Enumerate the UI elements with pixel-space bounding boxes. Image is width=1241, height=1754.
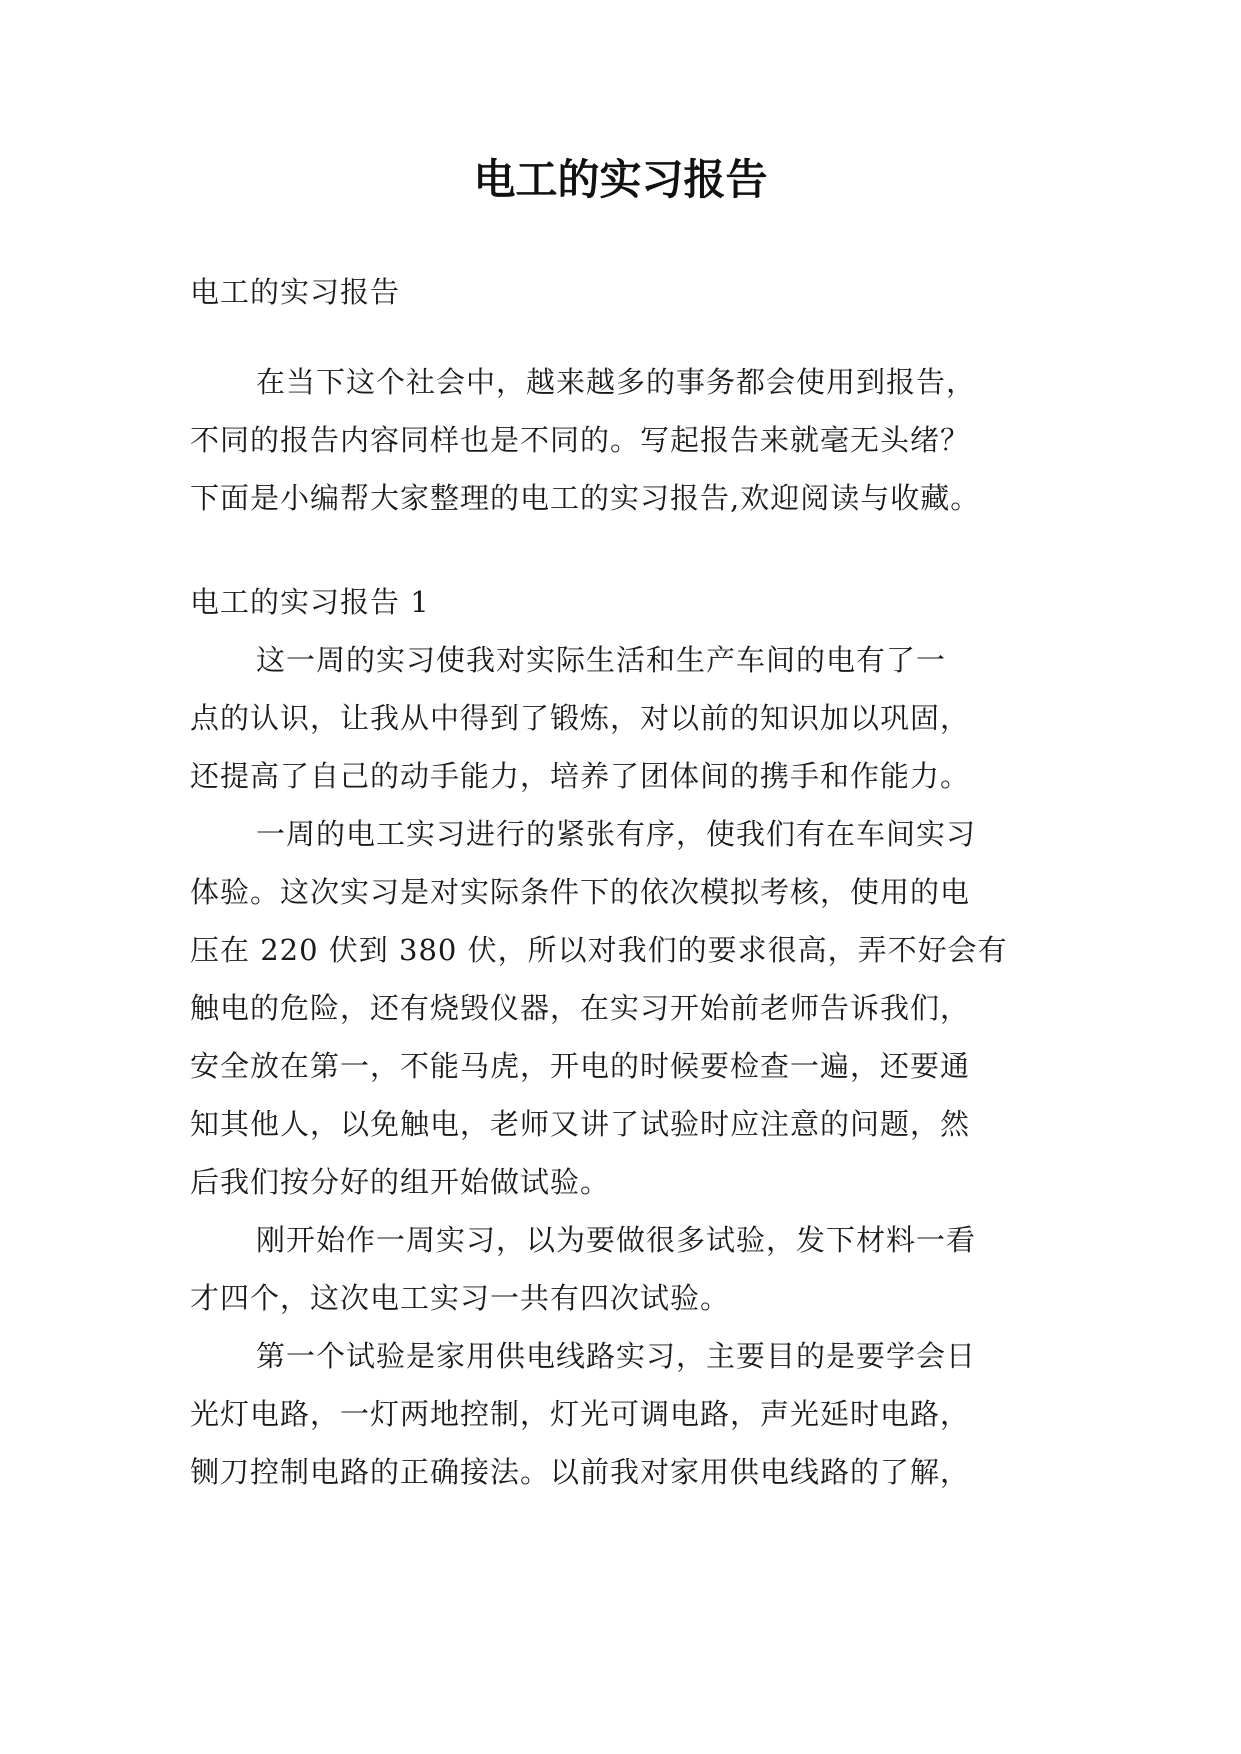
body-line: 才四个，这次电工实习一共有四次试验。	[190, 1281, 731, 1315]
section-body	[190, 631, 1052, 1501]
document-subtitle	[190, 263, 1052, 321]
body-line: 还提高了自己的动手能力，培养了团体间的携手和作能力。	[190, 759, 971, 793]
intro-line: 在当下这个社会中，越来越多的事务都会使用到报告，	[256, 365, 977, 399]
body-line: 后我们按分好的组开始做试验。	[190, 1165, 611, 1199]
body-line: 压在 220 伏到 380 伏，所以对我们的要求很高，弄不好会有	[190, 933, 1008, 967]
body-line: 体验。这次实习是对实际条件下的依次模拟考核，使用的电	[190, 875, 971, 909]
body-line: 安全放在第一，不能马虎，开电的时候要检查一遍，还要通	[190, 1049, 971, 1083]
intro-line: 不同的报告内容同样也是不同的。写起报告来就毫无头绪？	[190, 423, 971, 457]
body-line: 一周的电工实习进行的紧张有序，使我们有在车间实习	[256, 817, 977, 851]
document-title: 电工的实习报告	[473, 155, 768, 204]
intro-line: 下面是小编帮大家整理的电工的实习报告,欢迎阅读与收藏。	[190, 481, 981, 515]
body-line: 知其他人，以免触电，老师又讲了试验时应注意的问题，然	[190, 1107, 971, 1141]
body-line: 点的认识，让我从中得到了锻炼，对以前的知识加以巩固，	[190, 701, 971, 735]
body-line: 光灯电路，一灯两地控制，灯光可调电路，声光延时电路，	[190, 1397, 971, 1431]
body-line: 第一个试验是家用供电线路实习，主要目的是要学会日	[256, 1339, 977, 1373]
section-heading-text: 电工的实习报告 1	[190, 585, 430, 619]
body-line: 刚开始作一周实习，以为要做很多试验，发下材料一看	[256, 1223, 977, 1257]
body-line: 触电的危险，还有烧毁仪器，在实习开始前老师告诉我们，	[190, 991, 971, 1025]
body-line: 铡刀控制电路的正确接法。以前我对家用供电线路的了解，	[190, 1455, 971, 1489]
subtitle-text: 电工的实习报告	[190, 275, 401, 309]
section-heading	[190, 573, 1052, 631]
body-line: 这一周的实习使我对实际生活和生产车间的电有了一	[256, 643, 947, 677]
intro-paragraph	[190, 353, 1052, 527]
